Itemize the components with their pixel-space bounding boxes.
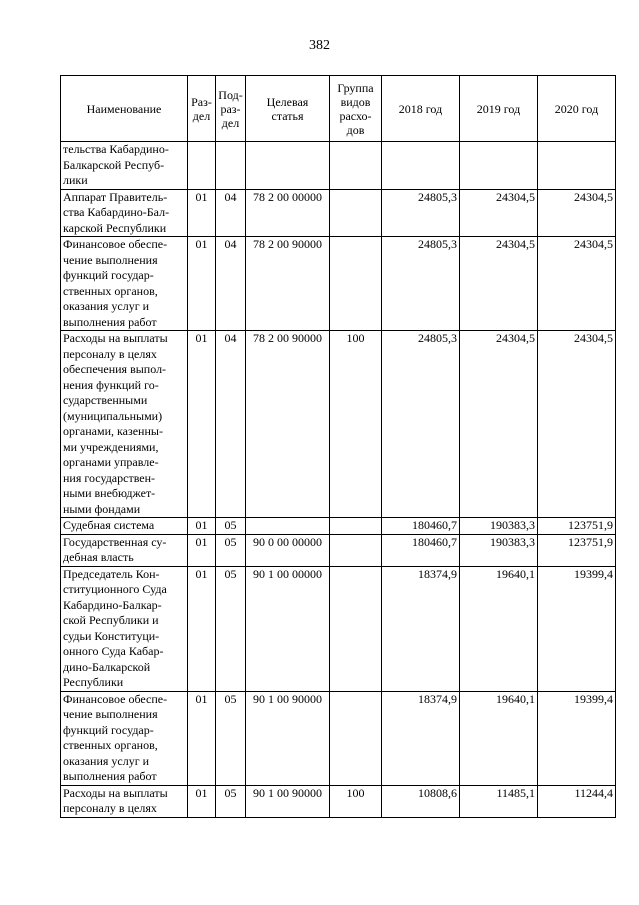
name-line: Финансовое обеспе- [63,691,168,706]
header-line: Раз- [191,94,212,109]
cell-name [61,566,188,691]
name-line: дино-Балкарской [63,659,151,674]
header-line: расхо- [339,108,372,123]
header-target [246,76,330,142]
cell-razdel: 01 [188,518,216,535]
cell-2020: 24304,5 [538,237,616,331]
cell-target [246,518,330,535]
cell-2019: 19640,1 [460,691,538,785]
name-line: ными фондами [63,501,141,516]
cell-2018: 18374,9 [382,566,460,691]
cell-2019 [460,142,538,190]
header-line: дел [221,115,240,130]
name-line: Кабардино-Балкар- [63,597,162,612]
name-line: онного Суда Кабар- [63,644,164,658]
cell-2018: 180460,7 [382,534,460,566]
cell-2018 [382,142,460,190]
name-line: ственных органов, [63,283,158,298]
cell-group: 100 [330,331,382,518]
cell-2020: 24304,5 [538,189,616,237]
cell-target: 90 1 00 90000 [246,785,330,817]
cell-razdel: 01 [188,189,216,237]
cell-name [61,518,188,535]
name-line: выполнения работ [63,769,157,783]
cell-2020: 24304,5 [538,331,616,518]
cell-2018: 18374,9 [382,691,460,785]
cell-2019: 190383,3 [460,518,538,535]
name-line: ния государствен- [63,470,156,485]
table-row [61,534,616,566]
name-line: персоналу в целях [63,346,157,361]
cell-2018: 10808,6 [382,785,460,817]
cell-podrazdel: 05 [216,566,246,691]
cell-razdel: 01 [188,691,216,785]
name-line: чение выполнения [63,252,158,267]
cell-group [330,566,382,691]
cell-group [330,691,382,785]
cell-name [61,534,188,566]
header-line: Под- [218,87,243,102]
cell-2019: 24304,5 [460,237,538,331]
table-row [61,237,616,331]
table-row [61,518,616,535]
name-line: (муниципальными) [63,408,163,423]
cell-2018: 24805,3 [382,189,460,237]
cell-group [330,518,382,535]
cell-podrazdel [216,142,246,190]
name-line: функций государ- [63,722,154,737]
cell-2019: 24304,5 [460,189,538,237]
cell-2018: 180460,7 [382,518,460,535]
name-line: дебная власть [63,550,134,564]
name-line: ства Кабардино-Бал- [63,205,170,219]
cell-2020: 11244,4 [538,785,616,817]
name-line: судьи Конституци- [63,628,160,643]
table-header [61,76,616,142]
name-line: персоналу в целях [63,801,157,815]
name-line: Республики [63,675,124,689]
header-razdel [188,76,216,142]
name-line: сударственными [63,393,148,407]
cell-2020: 123751,9 [538,518,616,535]
table-row [61,566,616,691]
cell-name [61,142,188,190]
name-line: нения функций го- [63,377,159,392]
name-line: Расходы на выплаты [63,331,168,345]
name-line: карской Республики [63,220,167,235]
cell-group [330,189,382,237]
cell-target: 78 2 00 90000 [246,237,330,331]
cell-target: 78 2 00 00000 [246,189,330,237]
cell-2018: 24805,3 [382,237,460,331]
name-line: Судебная система [63,518,155,532]
cell-target: 90 1 00 00000 [246,566,330,691]
header-2020: 2020 год [538,76,616,142]
table-row [61,189,616,237]
name-line: тельства Кабардино- [63,142,169,156]
header-line: раз- [220,101,241,116]
name-line: ской Республики и [63,613,159,627]
name-line: обеспечения выпол- [63,362,167,376]
header-line: статья [271,108,304,123]
header-name: Наименование [61,76,188,142]
table-row [61,691,616,785]
cell-2019: 11485,1 [460,785,538,817]
header-line: видов [340,94,371,109]
cell-target: 90 0 00 00000 [246,534,330,566]
header-line: Группа [337,80,374,95]
cell-razdel: 01 [188,237,216,331]
name-line: Председатель Кон- [63,566,160,581]
header-2018: 2018 год [382,76,460,142]
cell-podrazdel: 04 [216,331,246,518]
cell-target: 90 1 00 90000 [246,691,330,785]
name-line: ственных органов, [63,738,158,752]
cell-2018: 24805,3 [382,331,460,518]
name-line: ными внебюджет- [63,486,156,500]
cell-2020: 19399,4 [538,691,616,785]
name-line: Государственная су- [63,534,167,549]
cell-group [330,237,382,331]
page-number: 382 [309,38,330,53]
name-line: ми учреждениями, [63,439,159,454]
name-line: Балкарской Респуб- [63,157,165,172]
cell-razdel: 01 [188,566,216,691]
name-line: Расходы на выплаты [63,785,168,800]
header-line: дел [192,108,211,123]
cell-razdel [188,142,216,190]
cell-podrazdel: 05 [216,534,246,566]
name-line: лики [63,173,88,187]
cell-group: 100 [330,785,382,817]
name-line: оказания услуг и [63,753,150,768]
name-line: функций государ- [63,268,154,282]
name-line: Финансовое обеспе- [63,237,168,251]
cell-podrazdel: 04 [216,189,246,237]
name-line: органами управле- [63,455,159,469]
cell-2019: 190383,3 [460,534,538,566]
table-body [61,142,616,818]
cell-name [61,691,188,785]
header-2019: 2019 год [460,76,538,142]
name-line: Аппарат Правитель- [63,189,168,204]
header-line: Целевая [266,94,309,109]
name-line: ституционного Суда [63,582,167,596]
cell-podrazdel: 04 [216,237,246,331]
cell-name [61,189,188,237]
budget-table [60,75,616,818]
header-group [330,76,382,142]
name-line: чение выполнения [63,707,158,721]
name-line: оказания услуг и [63,299,150,313]
cell-2020: 19399,4 [538,566,616,691]
cell-2019: 24304,5 [460,331,538,518]
name-line: органами, казенны- [63,424,163,438]
header-podrazdel [216,76,246,142]
cell-podrazdel: 05 [216,691,246,785]
cell-name [61,331,188,518]
cell-target [246,142,330,190]
cell-razdel: 01 [188,785,216,817]
cell-2020 [538,142,616,190]
cell-razdel: 01 [188,331,216,518]
cell-name [61,237,188,331]
cell-name [61,785,188,817]
table-row [61,331,616,518]
cell-group [330,142,382,190]
cell-2019: 19640,1 [460,566,538,691]
cell-podrazdel: 05 [216,785,246,817]
table-row [61,785,616,817]
table-row [61,142,616,190]
cell-2020: 123751,9 [538,534,616,566]
name-line: выполнения работ [63,314,157,329]
cell-group [330,534,382,566]
header-line: дов [346,122,365,137]
cell-podrazdel: 05 [216,518,246,535]
cell-target: 78 2 00 90000 [246,331,330,518]
cell-razdel: 01 [188,534,216,566]
